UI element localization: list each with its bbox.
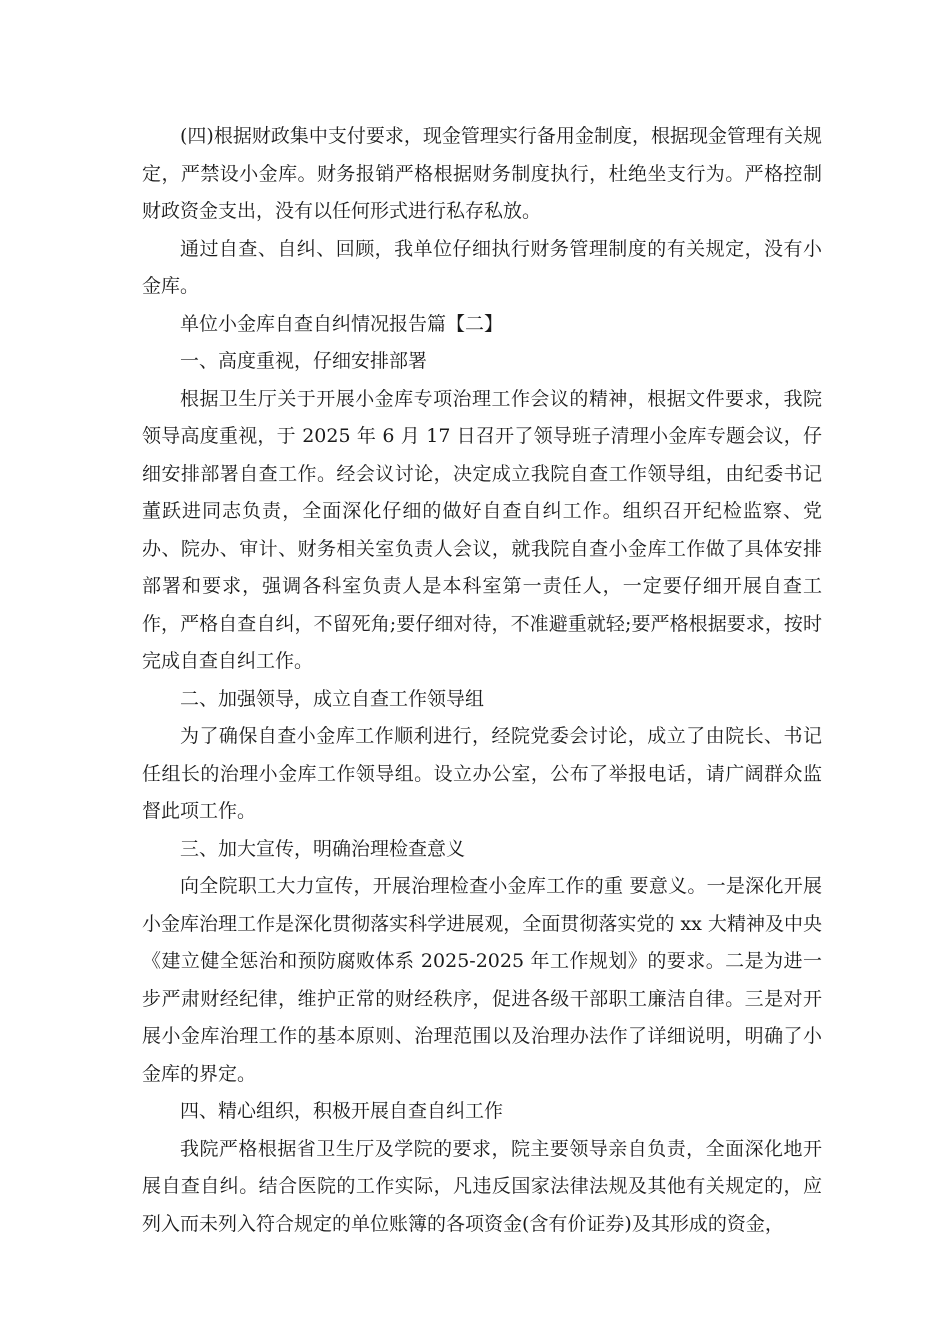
document-body <box>142 118 822 1243</box>
paragraph-section-2: 为了确保自查小金库工作顺利进行，经院党委会讨论，成立了由院长、书记任组长的治理小金库工作领导组。设立办公室，公布了举报电话，请广阔群众监督此项工作。 <box>142 725 822 822</box>
paragraph-section-1: 根据卫生厅关于开展小金库专项治理工作会议的精神，根据文件要求，我院领导高度重视，于 2025 年 6 月 17 日召开了领导班子清理小金库专题会议，仔细安排部署自查工作。经会议讨论，决定成立我院自查工作领导组，由纪委书记董跃进同志负责，全面深化仔细的做好自查自纠工作。组织召开纪检监察、党办、院办、审计、财务相关室负责人会议，就我院自查小金库工作做了具体安排部署和要求，强调各科室负责人是本科室第一责任人，一定要仔细开展自查工作，严格自查自纠，不留死角;要仔细对待，不准避重就轻;要严格根据要求，按时完成自查自纠工作。 <box>142 387 822 672</box>
section-heading-2: 二、加强领导，成立自查工作领导组 <box>180 687 485 710</box>
report-title: 单位小金库自查自纠情况报告篇【二】 <box>180 312 504 335</box>
section-heading-3: 三、加大宣传，明确治理检查意义 <box>180 837 466 860</box>
paragraph-section-4: 我院严格根据省卫生厅及学院的要求，院主要领导亲自负责，全面深化地开展自查自纠。结合医院的工作实际，凡违反国家法律法规及其他有关规定的，应列入而未列入符合规定的单位账簿的各项资金(含有价证券)及其形成的资金， <box>142 1137 822 1235</box>
section-heading-4: 四、精心组织，积极开展自查自纠工作 <box>180 1100 504 1122</box>
section-heading-1: 一、高度重视，仔细安排部署 <box>180 350 428 372</box>
paragraph-section-3: 向全院职工大力宣传，开展治理检查小金库工作的重 要意义。一是深化开展小金库治理工作是深化贯彻落实科学进展观，全面贯彻落实党的 xx 大精神及中央《建立健全惩治和预防腐败体系 2025-2025 年工作规划》的要求。二是为进一步严肃财经纪律，维护正常的财经秩序，促进各级干部职工廉洁自律。三是对开展小金库治理工作的基本原则、治理范围以及治理办法作了详细说明，明确了小金库的界定。 <box>142 875 822 1085</box>
paragraph-self-check-conclusion: 通过自查、自纠、回顾，我单位仔细执行财务管理制度的有关规定，没有小金库。 <box>142 237 822 297</box>
paragraph-cash-management: (四)根据财政集中支付要求，现金管理实行备用金制度，根据现金管理有关规定，严禁设小金库。财务报销严格根据财务制度执行，杜绝坐支行为。严格控制财政资金支出，没有以任何形式进行私存私放。 <box>142 125 822 222</box>
